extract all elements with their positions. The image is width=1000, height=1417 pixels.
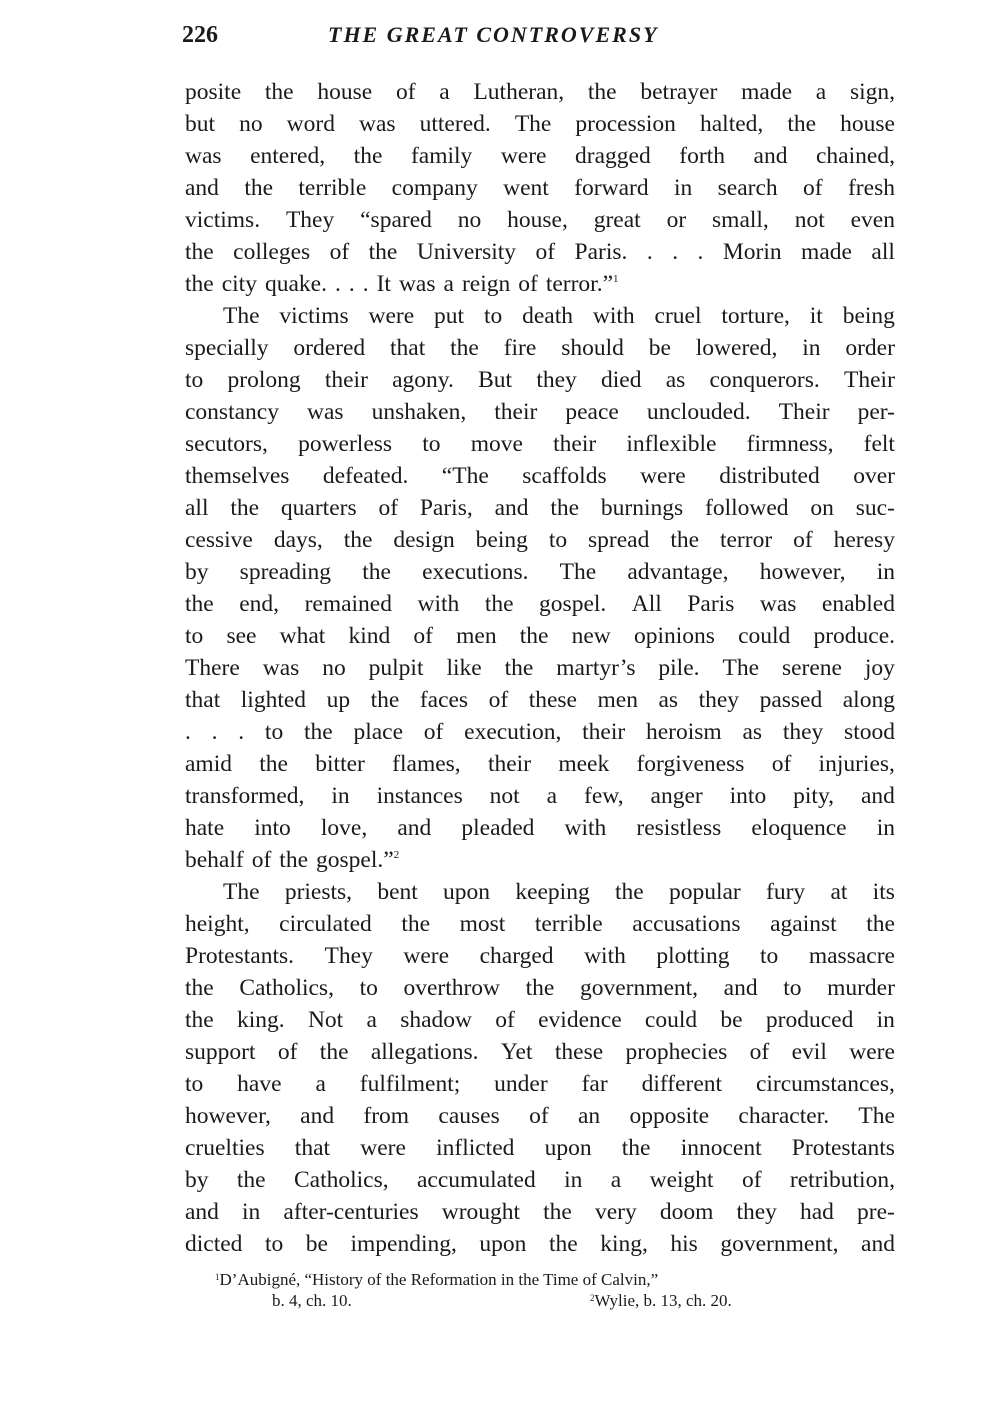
text-line: the city quake. . . . It was a reign of terror.”$^1$: [185, 271, 619, 297]
footnote-1-text: D’Aubigné, “History of the Reformation in the Time of Calvin,”: [219, 1270, 659, 1289]
page-header: [182, 22, 894, 56]
text-line: secutors, powerless to move their inflexible firmness, felt: [185, 431, 895, 457]
text-line: the king. Not a shadow of evidence could be produced in: [185, 1007, 895, 1033]
text-line: The victims were put to death with cruel torture, it being: [223, 303, 895, 329]
paragraph: [185, 76, 895, 300]
text-line: specially ordered that the fire should be lowered, in order: [185, 335, 895, 361]
text-line: posite the house of a Lutheran, the betrayer made a sign,: [185, 79, 895, 105]
footnote-1: [215, 1270, 658, 1290]
text-line: There was no pulpit like the martyr’s pile. The serene joy: [185, 655, 895, 681]
text-line: to prolong their agony. But they died as conquerors. Their: [185, 367, 895, 393]
text-line: and the terrible company went forward in search of fresh: [185, 175, 895, 201]
text-line: all the quarters of Paris, and the burnings followed on suc-: [185, 495, 895, 521]
text-line: amid the bitter flames, their meek forgiveness of injuries,: [185, 751, 895, 777]
text-line: cessive days, the design being to spread the terror of heresy: [185, 527, 895, 553]
text-line: . . . to the place of execution, their heroism as they stood: [185, 719, 895, 745]
text-line: height, circulated the most terrible accusations against the: [185, 911, 895, 937]
text-line: the colleges of the University of Paris. . . . Morin made all: [185, 239, 895, 265]
footnote-1-continuation: b. 4, ch. 10.: [272, 1291, 352, 1310]
footnote-reference: 2: [393, 849, 400, 861]
text-line: The priests, bent upon keeping the popular fury at its: [223, 879, 895, 905]
text-line: however, and from causes of an opposite character. The: [185, 1103, 895, 1129]
text-line: hate into love, and pleaded with resistless eloquence in: [185, 815, 895, 841]
text-line: to have a fulfilment; under far different circumstances,: [185, 1071, 895, 1097]
text-line: the Catholics, to overthrow the government, and to murder: [185, 975, 895, 1001]
footnote-reference: 1: [613, 273, 619, 285]
text-line: to see what kind of men the new opinions could produce.: [185, 623, 895, 649]
text-line: was entered, the family were dragged forth and chained,: [185, 143, 895, 169]
footnote-marker-2: 2: [590, 1293, 595, 1303]
text-line: that lighted up the faces of these men as they passed along: [185, 687, 895, 713]
text-line: dicted to be impending, upon the king, his government, and: [185, 1231, 895, 1257]
text-line: support of the allegations. Yet these prophecies of evil were: [185, 1039, 895, 1065]
text-line: Protestants. They were charged with plotting to massacre: [185, 943, 895, 969]
paragraph: [185, 300, 895, 876]
text-line: victims. They “spared no house, great or small, not even: [185, 207, 895, 233]
footnote-marker-1: 1: [215, 1272, 220, 1282]
text-line: themselves defeated. “The scaffolds were distributed over: [185, 463, 895, 489]
footnote-2: [590, 1291, 732, 1311]
text-line: and in after-centuries wrought the very doom they had pre-: [185, 1199, 895, 1225]
body-text: [185, 76, 895, 1260]
text-line: behalf of the gospel.”$^2$: [185, 847, 400, 873]
text-line: the end, remained with the gospel. All Paris was enabled: [185, 591, 895, 617]
text-line: but no word was uttered. The procession halted, the house: [185, 111, 895, 137]
text-line: by spreading the executions. The advantage, however, in: [185, 559, 895, 585]
text-line: cruelties that were inflicted upon the innocent Protestants: [185, 1135, 895, 1161]
paragraph: [185, 876, 895, 1260]
text-line: transformed, in instances not a few, anger into pity, and: [185, 783, 895, 809]
page-number: 226: [182, 22, 218, 48]
footnote-2-text: Wylie, b. 13, ch. 20.: [594, 1291, 732, 1310]
running-title: THE GREAT CONTROVERSY: [328, 22, 659, 47]
text-line: constancy was unshaken, their peace unclouded. Their per-: [185, 399, 895, 425]
text-line: by the Catholics, accumulated in a weight of retribution,: [185, 1167, 895, 1193]
